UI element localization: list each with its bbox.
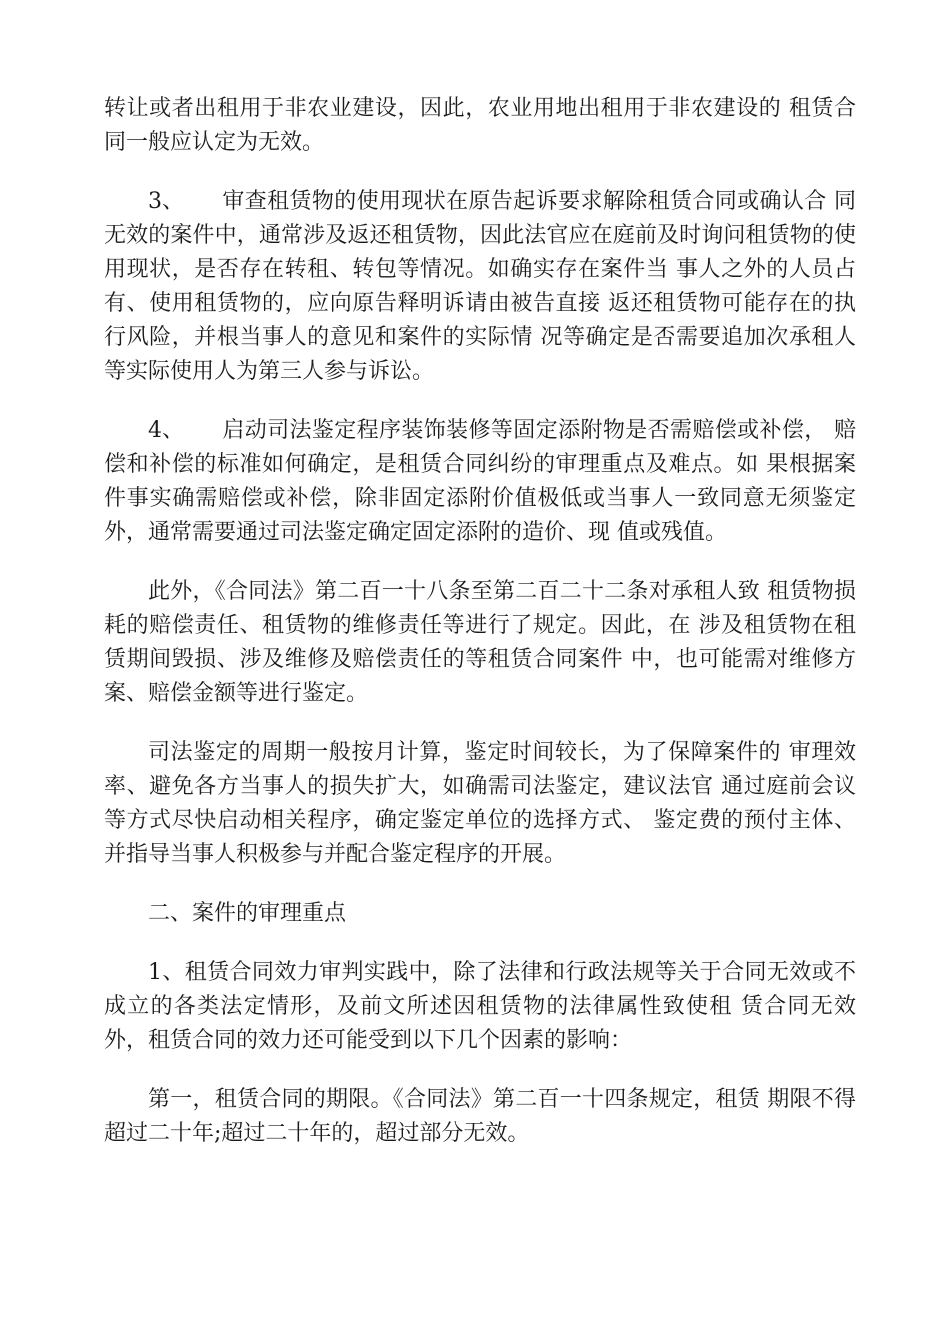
item-text-3: 审查租赁物的使用现状在原告起诉要求解除租赁合同或确认合 同无效的案件中，通常涉及返还租赁物，因此法官应在庭前及时询问租赁物的使用现状，是否存在转租、转包等情况。如确实存在案件当 事人之外的人员占有、使用租赁物的，应向原告释明诉请由被告直接 返还租赁物可能存在的执行风险，并根当事人的意见和案件的实际情 况等确定是否需要追加次承租人等实际使用人为第三人参与诉讼。: [104, 189, 856, 384]
item-number-4: 4、: [148, 418, 184, 443]
paragraph-item-3: [104, 185, 856, 389]
item-text-4: 启动司法鉴定程序装饰装修等固定添附物是否需赔偿或补偿， 赔偿和补偿的标准如何确定，是租赁合同纠纷的审理重点及难点。如 果根据案件事实确需赔偿或补偿，除非固定添附价值极低或当事人一致同意无须鉴定外，通常需要通过司法鉴定确定固定添附的造价、现 值或残值。: [104, 418, 856, 545]
paragraph-item-4: [104, 414, 856, 550]
paragraph-appraisal-period: 司法鉴定的周期一般按月计算，鉴定时间较长，为了保障案件的 审理效率、避免各方当事人的损失扩大，如确需司法鉴定，建议法官 通过庭前会议等方式尽快启动相关程序，确定鉴定单位的选择方式、 鉴定费的预付主体、并指导当事人积极参与并配合鉴定程序的开展。: [104, 740, 856, 867]
item-number-3: 3、: [148, 189, 184, 214]
paragraph-contract-law: 此外，《合同法》第二百一十八条至第二百二十二条对承租人致 租赁物损耗的赔偿责任、租赁物的维修责任等进行了规定。因此，在 涉及租赁物在租赁期间毁损、涉及维修及赔偿责任的等租赁合同案件 中，也可能需对维修方案、赔偿金额等进行鉴定。: [104, 579, 856, 706]
paragraph-lease-term: 第一，租赁合同的期限。《合同法》第二百一十四条规定，租赁 期限不得超过二十年;超过二十年的，超过部分无效。: [104, 1087, 856, 1146]
document-body: [104, 92, 856, 1176]
paragraph-continuation: 转让或者出租用于非农业建设，因此，农业用地出租用于非农建设的 租赁合同一般应认定为无效。: [104, 96, 856, 155]
section-heading: 二、案件的审理重点: [148, 901, 347, 926]
paragraph-contract-validity: 1、租赁合同效力审判实践中，除了法律和行政法规等关于合同无效或不成立的各类法定情形，及前文所述因租赁物的法律属性致使租 赁合同无效外，租赁合同的效力还可能受到以下几个因素的影响：: [104, 960, 856, 1053]
